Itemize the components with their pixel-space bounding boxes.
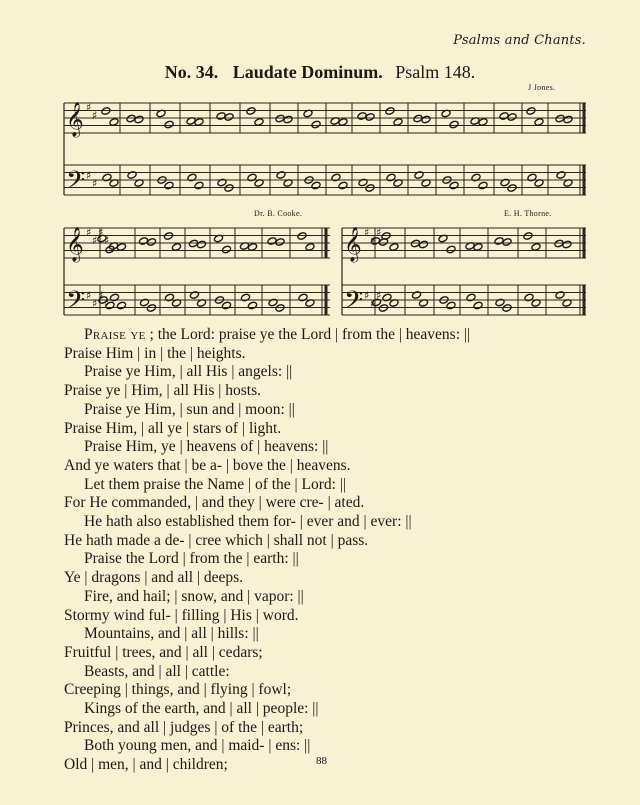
half-note — [449, 181, 459, 190]
verse-line: He hath also established them for- | ever and | ever: || — [84, 513, 412, 530]
half-note — [473, 301, 483, 310]
verse-line: Fire, and hail; | snow, and | vapor: || — [84, 587, 304, 605]
half-note — [109, 293, 119, 302]
sharp-sign: ♯ — [104, 297, 110, 310]
half-note — [526, 107, 536, 116]
verse-line: He hath made a de- | cree which | shall not | pass. — [64, 531, 369, 549]
running-head: Psalms and Chants. — [453, 33, 586, 48]
half-note — [268, 298, 278, 307]
half-note — [221, 301, 231, 310]
half-note — [102, 173, 112, 182]
half-note — [240, 293, 250, 302]
verse-line: Old | men, | and | children; — [64, 756, 228, 774]
verse-line: Praise Him | in | the | heights. — [64, 344, 246, 362]
sharp-sign: ♯ — [86, 226, 92, 239]
sharp-sign: ♯ — [86, 101, 92, 114]
verse-line: Praise Him, ye | heavens of | heavens: || — [84, 438, 329, 456]
half-note — [164, 293, 174, 302]
half-note — [449, 120, 459, 129]
half-note — [446, 245, 456, 254]
verse-line: Creeping | things, and | flying | fowl; — [64, 681, 292, 699]
verse-line: Praise ye Him, | all His | angels: || — [84, 363, 293, 381]
sharp-sign: ♯ — [370, 234, 376, 247]
half-note — [414, 171, 424, 180]
chant-name: Laudate Dominum. — [232, 62, 383, 82]
half-note — [466, 293, 476, 302]
half-note — [224, 184, 234, 193]
verse-line-rest: ; the Lord: praise ye the Lord | from the | heavens: || — [145, 326, 471, 343]
half-note — [523, 232, 533, 241]
half-note — [555, 291, 565, 300]
half-note — [534, 118, 544, 127]
bass-clef: 𝄢 — [344, 286, 364, 320]
half-note — [495, 298, 505, 307]
half-note — [146, 304, 156, 313]
sharp-sign: ♯ — [86, 169, 92, 182]
sharp-sign: ♯ — [92, 177, 98, 190]
composer-first: J Jones. — [528, 83, 556, 92]
staff-systems — [64, 101, 586, 320]
half-note — [275, 304, 285, 313]
half-note — [247, 301, 257, 310]
half-note — [531, 243, 541, 252]
half-note — [478, 181, 488, 190]
half-note — [389, 243, 399, 252]
sharp-sign: ♯ — [364, 289, 370, 302]
verse-line: Mountains, and | all | hills: || — [84, 625, 259, 643]
verse-line: For He commanded, | and they | were cre- | ated. — [64, 494, 365, 512]
half-note — [139, 298, 149, 307]
sharp-sign: ♯ — [98, 226, 104, 239]
half-note — [338, 181, 348, 190]
half-note — [164, 120, 174, 129]
half-note — [221, 245, 231, 254]
half-note — [101, 107, 111, 116]
half-note — [385, 107, 395, 116]
half-note — [358, 178, 368, 187]
bass-clef: 𝄢 — [66, 286, 86, 320]
half-note — [556, 171, 566, 180]
half-note — [297, 232, 307, 241]
composer-third: E. H. Thorne. — [504, 209, 552, 218]
half-note — [386, 173, 396, 182]
verse-line — [84, 326, 470, 344]
half-note — [189, 291, 199, 300]
half-note — [411, 291, 421, 300]
composer-second: Dr. B. Cooke. — [254, 209, 303, 218]
verse-line: And ye waters that | be a- | bove the | heavens. — [64, 456, 351, 474]
verse-line: Praise ye | Him, | all His | hosts. — [64, 382, 262, 400]
sharp-sign: ♯ — [376, 226, 382, 239]
verse-line: Praise the Lord | from the | earth: || — [84, 550, 299, 568]
half-note — [109, 118, 119, 127]
half-note — [194, 181, 204, 190]
treble-clef: 𝄞 — [344, 227, 362, 262]
verse-opening-words: Praise ye — [84, 326, 146, 343]
verse-line: Ye | dragons | and all | deeps. — [64, 569, 244, 587]
verse-line: Princes, and all | judges | of the | earth; — [64, 718, 304, 736]
verse-line: Fruitful | trees, and | all | cedars; — [64, 643, 263, 661]
music-notation — [0, 0, 640, 320]
half-note — [393, 118, 403, 127]
half-note — [298, 293, 308, 302]
sharp-sign: ♯ — [86, 289, 92, 302]
half-note — [246, 107, 256, 116]
half-note — [524, 293, 534, 302]
half-note — [276, 171, 286, 180]
half-note — [247, 173, 257, 182]
psalm-reference: Psalm 148. — [395, 62, 476, 82]
half-note — [527, 173, 537, 182]
verse-line: Let them praise the Name | of the | Lord: || — [84, 475, 347, 493]
treble-clef: 𝄞 — [66, 227, 84, 262]
half-note — [502, 304, 512, 313]
sharp-sign: ♯ — [370, 297, 376, 310]
sharp-sign: ♯ — [98, 289, 104, 302]
half-note — [171, 243, 181, 252]
verse-line: Kings of the earth, and | all | people: || — [84, 700, 319, 717]
bass-clef: 𝄢 — [66, 166, 86, 201]
half-note — [127, 171, 137, 180]
half-note — [500, 178, 510, 187]
half-note — [163, 232, 173, 241]
half-note — [164, 181, 174, 190]
treble-clef: 𝄞 — [66, 102, 84, 137]
page-number: 88 — [316, 755, 327, 767]
half-note — [382, 293, 392, 302]
half-note — [446, 301, 456, 310]
half-note — [331, 173, 341, 182]
verse-line: Stormy wind ful- | filling | His | word. — [64, 606, 299, 624]
sharp-sign: ♯ — [364, 226, 370, 239]
sharp-sign: ♯ — [92, 234, 98, 247]
verse-line: Praise Him, | all ye | stars of | light. — [64, 419, 282, 437]
sharp-sign: ♯ — [92, 297, 98, 310]
half-note — [378, 304, 388, 313]
half-note — [187, 173, 197, 182]
half-note — [311, 181, 321, 190]
half-note — [471, 173, 481, 182]
half-note — [305, 243, 315, 252]
chant-number: No. 34. — [164, 62, 219, 82]
verse-line: Both young men, and | maid- | ens: || — [84, 737, 311, 755]
half-note — [507, 184, 517, 193]
sharp-sign: ♯ — [376, 289, 382, 302]
half-note — [365, 184, 375, 193]
half-note — [116, 301, 126, 310]
half-note — [254, 118, 264, 127]
sharp-sign: ♯ — [92, 109, 98, 122]
verse-line: Praise ye Him, | sun and | moon: || — [84, 400, 295, 418]
verse-line: Beasts, and | all | cattle: — [84, 662, 230, 680]
half-note — [311, 120, 321, 129]
half-note — [217, 178, 227, 187]
sharp-sign: ♯ — [104, 234, 110, 247]
half-note — [381, 232, 391, 241]
